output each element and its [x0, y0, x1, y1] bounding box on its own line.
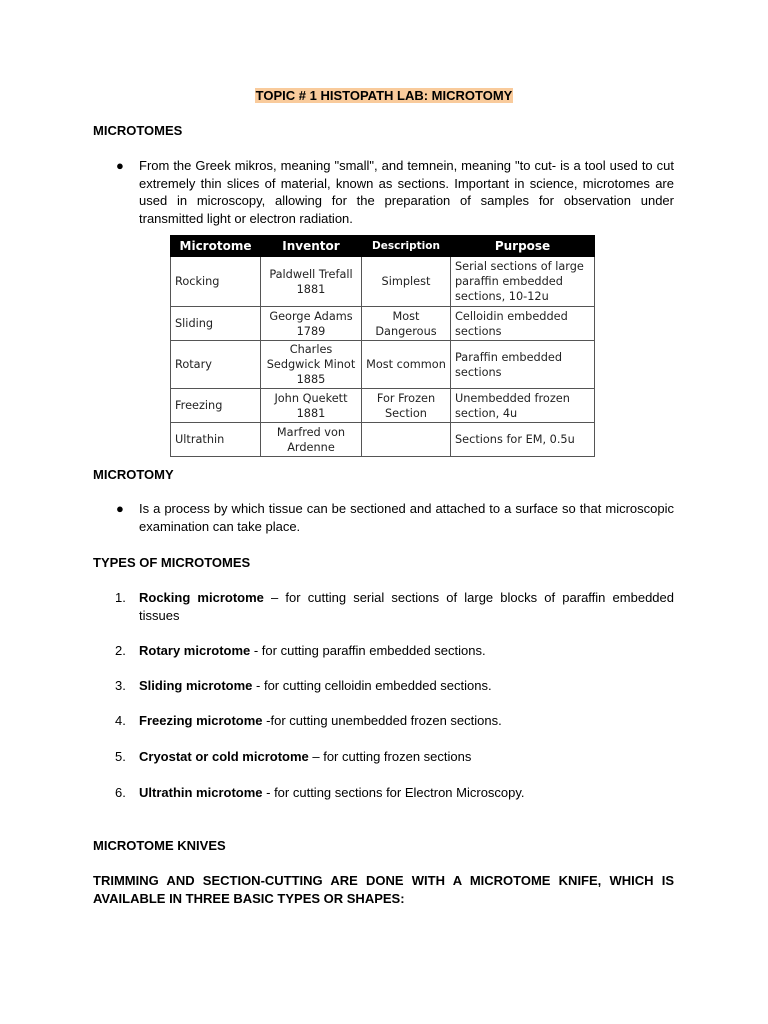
table-cell: John Quekett 1881: [261, 389, 362, 423]
table-cell: Marfred von Ardenne: [261, 423, 362, 457]
list-number: 2.: [115, 643, 126, 658]
table-cell: Paldwell Trefall 1881: [261, 257, 362, 307]
table-header: Inventor: [261, 236, 362, 257]
microtome-use: – for cutting serial sections of large blocks of paraffin embedded tissues: [139, 590, 674, 623]
list-number: 4.: [115, 713, 126, 728]
microtome-use: - for cutting sections for Electron Microscopy.: [262, 785, 525, 800]
list-item: [139, 748, 674, 766]
table-cell: Unembedded frozen section, 4u: [451, 389, 595, 423]
table-cell: Sliding: [171, 307, 261, 341]
table-cell: [362, 423, 451, 457]
table-cell: Celloidin embedded sections: [451, 307, 595, 341]
knives-heading: MICROTOME KNIVES: [93, 838, 226, 853]
microtome-name: Rocking microtome: [139, 590, 264, 605]
microtome-name: Cryostat or cold microtome: [139, 749, 309, 764]
microtomy-definition: Is a process by which tissue can be sectioned and attached to a surface so that microscopic examination can take place.: [139, 501, 674, 534]
microtome-use: - for cutting paraffin embedded sections.: [250, 643, 486, 658]
list-item: [139, 589, 674, 624]
microtome-use: -for cutting unembedded frozen sections.: [262, 713, 502, 728]
table-cell: For Frozen Section: [362, 389, 451, 423]
list-item: [139, 712, 674, 730]
table-cell: Ultrathin: [171, 423, 261, 457]
table-cell: Charles Sedgwick Minot 1885: [261, 341, 362, 389]
table-cell: Most Dangerous: [362, 307, 451, 341]
table-cell: Serial sections of large paraffin embedded sections, 10-12u: [451, 257, 595, 307]
microtome-name: Ultrathin microtome: [139, 785, 263, 800]
table-cell: Sections for EM, 0.5u: [451, 423, 595, 457]
table-cell: Most common: [362, 341, 451, 389]
microtome-use: - for cutting celloidin embedded sections.: [252, 678, 492, 693]
page-title: [0, 87, 768, 104]
list-number: 6.: [115, 785, 126, 800]
table-cell: Rotary: [171, 341, 261, 389]
list-item: [139, 784, 674, 802]
microtome-table: [170, 235, 595, 457]
list-number: 5.: [115, 749, 126, 764]
microtome-name: Sliding microtome: [139, 678, 253, 693]
table-row: [171, 389, 595, 423]
table-row: [171, 257, 595, 307]
bullet-icon: ●: [116, 501, 124, 516]
list-number: 3.: [115, 678, 126, 693]
table-cell: Rocking: [171, 257, 261, 307]
table-row: [171, 341, 595, 389]
knives-paragraph: TRIMMING AND SECTION-CUTTING ARE DONE WITH A MICROTOME KNIFE, WHICH IS AVAILABLE IN THREE BASIC TYPES OR SHAPES:: [93, 873, 674, 906]
microtome-name: Freezing microtome: [139, 713, 263, 728]
table-header: Microtome: [171, 236, 261, 257]
list-item: [139, 642, 674, 660]
title-highlight: TOPIC # 1 HISTOPATH LAB: MICROTOMY: [255, 88, 513, 103]
table-cell: George Adams 1789: [261, 307, 362, 341]
bullet-icon: ●: [116, 158, 124, 173]
list-item: [139, 677, 674, 695]
table-header: Purpose: [451, 236, 595, 257]
table-header: Description: [362, 236, 451, 257]
table-cell: Paraffin embedded sections: [451, 341, 595, 389]
table-cell: Simplest: [362, 257, 451, 307]
table-row: [171, 307, 595, 341]
microtomes-definition: From the Greek mikros, meaning "small", and temnein, meaning "to cut- is a tool used to cut extremely thin slices of material, known as sections. Important in science, microtomes are used in microscopy, allowing for the preparation of samples for observation under transmitted light or electron radiation.: [139, 158, 674, 226]
table-row: [171, 423, 595, 457]
table-header-row: [171, 236, 595, 257]
microtome-name: Rotary microtome: [139, 643, 251, 658]
list-number: 1.: [115, 590, 126, 605]
microtomes-heading: MICROTOMES: [93, 123, 183, 138]
table-cell: Freezing: [171, 389, 261, 423]
microtome-use: – for cutting frozen sections: [308, 749, 472, 764]
types-heading: TYPES OF MICROTOMES: [93, 555, 251, 570]
microtomy-heading: MICROTOMY: [93, 467, 174, 482]
